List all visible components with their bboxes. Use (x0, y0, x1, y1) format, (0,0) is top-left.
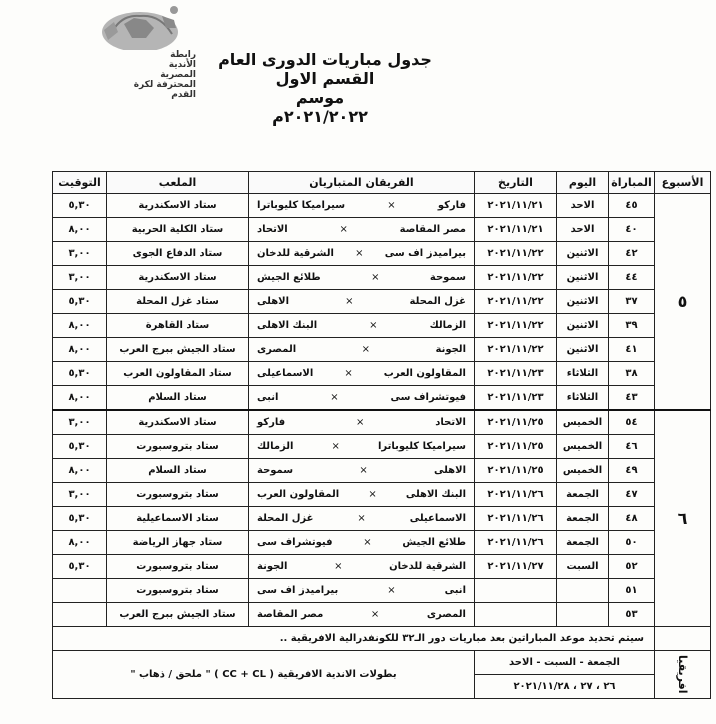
home-team: الشرقية للدخان (389, 561, 466, 572)
match-date: ٢٠٢١/١١/٢٣ (475, 362, 557, 386)
away-team: الاسماعيلى (257, 368, 314, 379)
schedule-table (52, 171, 711, 699)
match-stadium: ستاد السلام (107, 459, 249, 483)
match-number: ٥٢ (609, 555, 655, 579)
home-team: سموحة (429, 272, 466, 283)
match-stadium: ستاد بتروسبورت (107, 555, 249, 579)
match-number: ٤٨ (609, 507, 655, 531)
home-team: المصرى (426, 609, 466, 620)
match-stadium: ستاد غزل المحلة (107, 290, 249, 314)
vs-separator: × (345, 296, 354, 307)
match-stadium: ستاد الكلية الحربية (107, 218, 249, 242)
match-day: الجمعة (557, 531, 609, 555)
match-date (475, 603, 557, 627)
vs-separator: × (334, 561, 343, 572)
match-number: ٥١ (609, 579, 655, 603)
match-time: ٣,٠٠ (53, 410, 107, 435)
match-time: ٨,٠٠ (53, 218, 107, 242)
match-stadium: ستاد القاهرة (107, 314, 249, 338)
home-team: فيوتشراف سى (390, 392, 466, 403)
match-stadium: ستاد بتروسبورت (107, 579, 249, 603)
match-day: الجمعة (557, 507, 609, 531)
home-team: المقاولون العرب (383, 368, 466, 379)
logo-text (132, 50, 196, 100)
match-day: الاثنين (557, 266, 609, 290)
table-row (53, 218, 711, 242)
table-row (53, 507, 711, 531)
match-number: ٤٣ (609, 386, 655, 411)
season-subtitle: موسم ٢٠٢١/٢٠٢٢م (272, 88, 368, 126)
vs-separator: × (355, 248, 364, 259)
match-stadium: ستاد السلام (107, 386, 249, 411)
home-team: فاركو (437, 200, 466, 211)
table-row (53, 338, 711, 362)
match-teams (249, 314, 475, 338)
match-number: ٤٩ (609, 459, 655, 483)
home-team: الجونة (435, 344, 466, 355)
logo-line-3: المحترفة لكرة القدم (133, 80, 196, 100)
home-team: الزمالك (429, 320, 466, 331)
match-stadium: ستاد بتروسبورت (107, 435, 249, 459)
match-time: ٥,٣٠ (53, 435, 107, 459)
table-row (53, 435, 711, 459)
note-row (53, 627, 711, 651)
vs-separator: × (368, 489, 377, 500)
table-row (53, 483, 711, 507)
match-number: ٤٤ (609, 266, 655, 290)
match-teams (249, 266, 475, 290)
away-team: الجونة (257, 561, 288, 572)
col-stadium: الملعب (107, 172, 249, 194)
table-row (53, 603, 711, 627)
vs-separator: × (359, 465, 368, 476)
away-team: سموحة (257, 465, 294, 476)
match-day (557, 603, 609, 627)
table-row (53, 242, 711, 266)
match-number: ٤٧ (609, 483, 655, 507)
match-date: ٢٠٢١/١١/٢١ (475, 218, 557, 242)
vs-separator: × (369, 320, 378, 331)
away-team: الزمالك (257, 441, 294, 452)
home-team: غزل المحلة (409, 296, 466, 307)
home-team: الاهلى (433, 465, 466, 476)
match-day: الجمعة (557, 483, 609, 507)
match-teams (249, 386, 475, 411)
col-week: الأسبوع (655, 172, 711, 194)
match-stadium: ستاد الاسكندرية (107, 410, 249, 435)
match-number: ٣٧ (609, 290, 655, 314)
match-number: ٤٥ (609, 194, 655, 218)
away-team: المصرى (257, 344, 297, 355)
match-date: ٢٠٢١/١١/٢٣ (475, 386, 557, 411)
table-row (53, 555, 711, 579)
table-row (53, 290, 711, 314)
match-teams (249, 507, 475, 531)
match-date: ٢٠٢١/١١/٢٦ (475, 507, 557, 531)
away-team: البنك الاهلى (257, 320, 318, 331)
match-stadium: ستاد الجيش ببرج العرب (107, 603, 249, 627)
away-team: طلائع الجيش (257, 272, 321, 283)
match-day: الخميس (557, 459, 609, 483)
match-number: ٤٠ (609, 218, 655, 242)
away-team: سيراميكا كليوباترا (257, 200, 346, 211)
match-date: ٢٠٢١/١١/٢٦ (475, 531, 557, 555)
col-time: التوقيت (53, 172, 107, 194)
match-teams (249, 338, 475, 362)
match-date: ٢٠٢١/١١/٢٥ (475, 459, 557, 483)
match-teams (249, 555, 475, 579)
african-row-1 (53, 651, 711, 675)
vs-separator: × (330, 392, 339, 403)
match-time: ٥,٣٠ (53, 507, 107, 531)
table-row (53, 362, 711, 386)
match-teams (249, 410, 475, 435)
match-number: ٥٤ (609, 410, 655, 435)
home-team: سيراميكا كليوباترا (377, 441, 466, 452)
home-team: انبى (444, 585, 466, 596)
match-number: ٥٠ (609, 531, 655, 555)
logo-line-1: رابطة (170, 50, 196, 60)
match-date: ٢٠٢١/١١/٢٧ (475, 555, 557, 579)
away-team: الاتحاد (257, 224, 288, 235)
table-row (53, 266, 711, 290)
vs-separator: × (387, 585, 396, 596)
match-time: ٣,٠٠ (53, 266, 107, 290)
match-day: الاحد (557, 194, 609, 218)
match-time (53, 603, 107, 627)
match-date: ٢٠٢١/١١/٢٥ (475, 435, 557, 459)
note-spacer (655, 627, 711, 651)
away-team: بيراميدز اف سى (257, 585, 339, 596)
match-date: ٢٠٢١/١١/٢٢ (475, 242, 557, 266)
match-time: ٨,٠٠ (53, 531, 107, 555)
match-stadium: ستاد الجيش ببرج العرب (107, 338, 249, 362)
match-date: ٢٠٢١/١١/٢٥ (475, 410, 557, 435)
africa-days: الجمعة - السبت - الاحد (475, 651, 655, 675)
match-date: ٢٠٢١/١١/٢٦ (475, 483, 557, 507)
col-teams: الفريقان المتباريان (249, 172, 475, 194)
match-date: ٢٠٢١/١١/٢٢ (475, 314, 557, 338)
match-time: ٥,٣٠ (53, 362, 107, 386)
match-number: ٣٨ (609, 362, 655, 386)
match-time: ٨,٠٠ (53, 386, 107, 411)
home-team: بيراميدز اف سى (384, 248, 466, 259)
page-title: جدول مباريات الدورى العام القسم الاول (218, 50, 432, 88)
vs-separator: × (356, 417, 365, 428)
africa-dates: ٢٦ ، ٢٧ ، ٢٠٢١/١١/٢٨ (475, 675, 655, 699)
away-team: غزل المحلة (257, 513, 314, 524)
africa-label: افريقيا (655, 651, 711, 699)
vs-separator: × (387, 200, 396, 211)
match-teams (249, 194, 475, 218)
col-day: اليوم (557, 172, 609, 194)
away-team: فيوتشراف سى (257, 537, 333, 548)
table-row (53, 194, 711, 218)
table-header-row (53, 172, 711, 194)
away-team: المقاولون العرب (257, 489, 340, 500)
match-time: ٨,٠٠ (53, 338, 107, 362)
match-time: ٥,٣٠ (53, 555, 107, 579)
schedule-body (53, 194, 711, 627)
home-team: الاتحاد (435, 417, 466, 428)
football-logo-icon (100, 6, 180, 50)
match-day: الخميس (557, 410, 609, 435)
col-date: التاريخ (475, 172, 557, 194)
match-day (557, 579, 609, 603)
match-date: ٢٠٢١/١١/٢٢ (475, 338, 557, 362)
match-time: ٣,٠٠ (53, 483, 107, 507)
vs-separator: × (357, 513, 366, 524)
match-time: ٥,٣٠ (53, 290, 107, 314)
match-stadium: ستاد المقاولون العرب (107, 362, 249, 386)
match-stadium: ستاد الدفاع الجوى (107, 242, 249, 266)
match-teams (249, 218, 475, 242)
match-time: ٨,٠٠ (53, 314, 107, 338)
week-number: ٦ (655, 410, 711, 627)
home-team: الاسماعيلى (409, 513, 466, 524)
col-match: المباراة (609, 172, 655, 194)
table-row (53, 459, 711, 483)
match-teams (249, 242, 475, 266)
table-row (53, 410, 711, 435)
match-day: الاثنين (557, 242, 609, 266)
match-teams (249, 579, 475, 603)
away-team: الشرقية للدخان (257, 248, 334, 259)
match-date: ٢٠٢١/١١/٢١ (475, 194, 557, 218)
away-team: انبى (257, 392, 279, 403)
match-number: ٤٢ (609, 242, 655, 266)
match-number: ٣٩ (609, 314, 655, 338)
vs-separator: × (371, 272, 380, 283)
match-time (53, 579, 107, 603)
match-date: ٢٠٢١/١١/٢٢ (475, 290, 557, 314)
match-day: الثلاثاء (557, 362, 609, 386)
match-number: ٤١ (609, 338, 655, 362)
away-team: فاركو (257, 417, 286, 428)
match-day: الاثنين (557, 338, 609, 362)
match-teams (249, 435, 475, 459)
vs-separator: × (370, 609, 380, 620)
home-team: البنك الاهلى (405, 489, 466, 500)
match-teams (249, 531, 475, 555)
table-row (53, 579, 711, 603)
match-teams (249, 290, 475, 314)
match-teams (249, 362, 475, 386)
table-row (53, 386, 711, 411)
match-stadium: ستاد الاسكندرية (107, 266, 249, 290)
table-row (53, 531, 711, 555)
match-time: ٣,٠٠ (53, 242, 107, 266)
match-date (475, 579, 557, 603)
table-row (53, 314, 711, 338)
match-time: ٥,٣٠ (53, 194, 107, 218)
league-logo (92, 6, 196, 100)
vs-separator: × (361, 344, 371, 355)
home-team: مصر المقاصة (399, 224, 466, 235)
week-number: ٥ (655, 194, 711, 411)
away-team: الاهلى (257, 296, 290, 307)
match-teams (249, 603, 475, 627)
match-time: ٨,٠٠ (53, 459, 107, 483)
match-number: ٥٣ (609, 603, 655, 627)
match-day: الخميس (557, 435, 609, 459)
match-stadium: ستاد الاسكندرية (107, 194, 249, 218)
vs-separator: × (363, 537, 372, 548)
match-stadium: ستاد بتروسبورت (107, 483, 249, 507)
match-number: ٤٦ (609, 435, 655, 459)
vs-separator: × (339, 224, 348, 235)
match-day: الاحد (557, 218, 609, 242)
match-day: الاثنين (557, 314, 609, 338)
match-day: السبت (557, 555, 609, 579)
match-teams (249, 459, 475, 483)
match-stadium: ستاد الاسماعيلية (107, 507, 249, 531)
away-team: مصر المقاصة (257, 609, 324, 620)
home-team: طلائع الجيش (402, 537, 466, 548)
vs-separator: × (331, 441, 340, 452)
logo-line-2: الأندية المصرية (160, 60, 196, 80)
vs-separator: × (344, 368, 353, 379)
match-teams (249, 483, 475, 507)
match-date: ٢٠٢١/١١/٢٢ (475, 266, 557, 290)
match-day: الثلاثاء (557, 386, 609, 411)
schedule-note: سيتم تحديد موعد المباراتين بعد مباريات دور الـ٣٢ للكونفدرالية الافريقية .. (53, 627, 655, 651)
africa-description: بطولات الاندية الافريقية ( CC + CL ) " ملحق / ذهاب " (53, 651, 475, 699)
match-day: الاثنين (557, 290, 609, 314)
match-stadium: ستاد جهاز الرياضة (107, 531, 249, 555)
